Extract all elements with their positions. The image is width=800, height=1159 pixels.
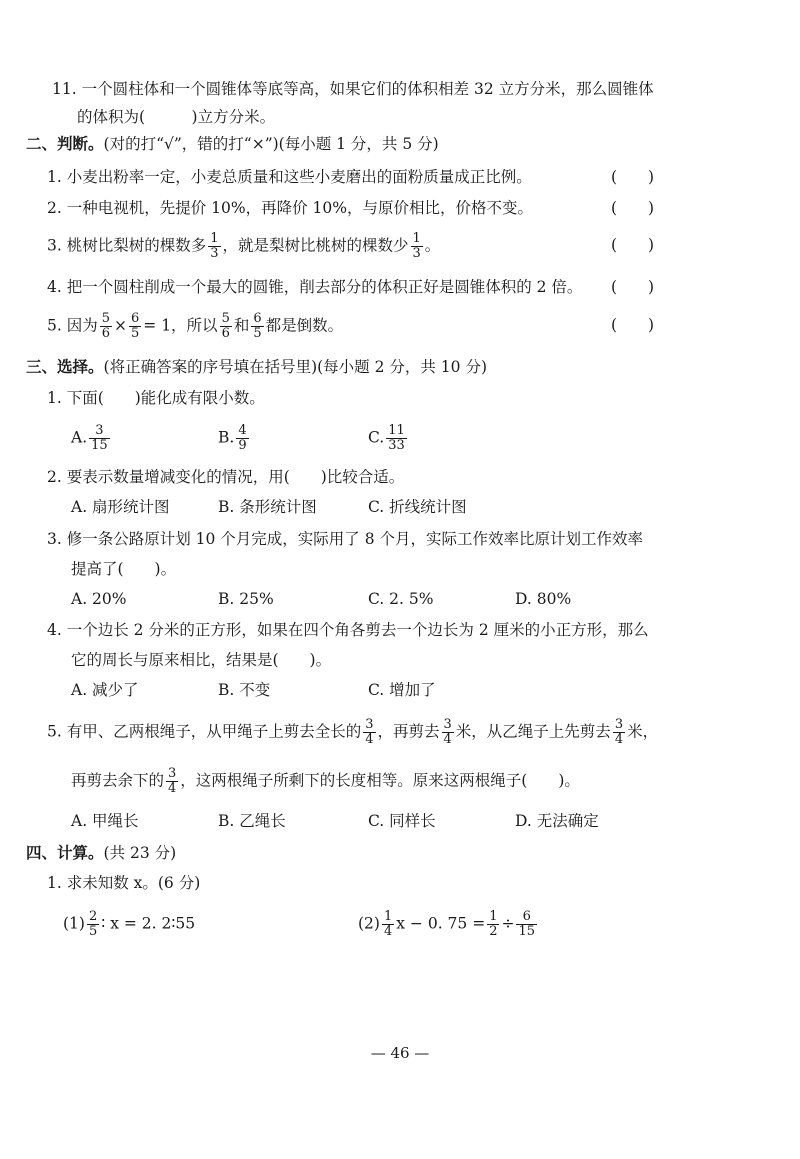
denominator: 15 (91, 438, 108, 453)
q11-line1: 11. 一个圆柱体和一个圆锥体等底等高，如果它们的体积相差 32 立方分米，那么圆锥体 (52, 80, 654, 98)
choice-q5-stem-line2 (71, 767, 580, 796)
numerator: 6 (131, 311, 140, 326)
equation-1 (63, 910, 195, 939)
q5-text-a: 5. 有甲、乙两根绳子，从甲绳子上剪去全长的 (47, 722, 362, 741)
denominator: 4 (614, 732, 624, 747)
fraction (89, 424, 110, 453)
choice-q2-option-b[interactable]: B. 条形统计图 (218, 498, 317, 516)
fraction (236, 424, 248, 453)
section-2-subtitle: (对的打“√”，错的打“×”)(每小题 1 分，共 5 分) (103, 135, 439, 153)
numerator: 1 (412, 231, 421, 246)
fraction (87, 910, 99, 939)
fraction (208, 232, 220, 261)
section-3-subtitle: (将正确答案的序号填在括号里)(每小题 2 分，共 10 分) (103, 358, 487, 376)
numerator: 6 (253, 311, 262, 326)
section-3-heading (26, 356, 487, 378)
divide-sign: ÷ (501, 914, 515, 933)
equation-2 (358, 910, 539, 939)
choice-q2-option-a[interactable]: A. 扇形统计图 (71, 498, 170, 516)
judge-answer-4[interactable]: ( ) (611, 278, 655, 296)
choice-q2-stem: 2. 要表示数量增减变化的情况，用( )比较合适。 (47, 468, 405, 486)
section-2-title: 二、判断。 (26, 135, 104, 153)
numerator: 1 (383, 909, 393, 924)
section-2-heading (26, 133, 439, 155)
numerator: 3 (443, 717, 452, 732)
choice-q2-option-c[interactable]: C. 折线统计图 (368, 498, 467, 516)
judge-item-2: 2. 一种电视机，先提价 10%，再降价 10%，与原价相比，价格不变。 (47, 199, 533, 217)
choice-q5-stem-line1 (47, 718, 658, 747)
choice-q1-option-a[interactable] (71, 424, 112, 453)
numerator: 1 (489, 909, 498, 924)
choice-q4-option-c[interactable]: C. 增加了 (368, 681, 436, 699)
fraction (516, 910, 537, 939)
fraction (129, 312, 141, 341)
numerator: 11 (388, 423, 405, 438)
denominator: 4 (383, 924, 393, 939)
q5-text-d: 米， (627, 722, 659, 741)
equation-number: (1) (63, 914, 85, 933)
judge-answer-3[interactable]: ( ) (611, 236, 655, 254)
denominator: 5 (131, 326, 140, 341)
equation-rest: ∶ x = 2. 2∶55 (101, 914, 196, 933)
section-4-subtitle: (共 23 分) (103, 844, 177, 862)
judge-item-3-text-c: 。 (424, 236, 441, 255)
judge-answer-1[interactable]: ( ) (611, 168, 655, 186)
numerator: 3 (614, 717, 624, 732)
calc-q1-stem: 1. 求未知数 x。(6 分) (47, 874, 201, 892)
option-letter: A. (71, 428, 88, 447)
judge-item-3-text-a: 3. 桃树比梨树的棵数多 (47, 236, 207, 255)
fraction (382, 910, 394, 939)
choice-q4-stem-line1: 4. 一个边长 2 分米的正方形，如果在四个角各剪去一个边长为 2 厘米的小正方形，那么 (47, 621, 649, 639)
choice-q3-stem-line2: 提高了( )。 (71, 560, 177, 578)
fraction (363, 718, 375, 747)
numerator: 6 (522, 909, 531, 924)
numerator: 3 (168, 766, 177, 781)
denominator: 4 (168, 781, 177, 796)
q11-line2: 的体积为( )立方分米。 (77, 108, 276, 126)
fraction (613, 718, 625, 747)
judge-item-5-text-c: 都是倒数。 (265, 316, 344, 335)
fraction (386, 424, 407, 453)
choice-q3-option-b[interactable]: B. 25% (218, 590, 274, 608)
denominator: 3 (412, 246, 421, 261)
choice-q3-option-c[interactable]: C. 2. 5% (368, 590, 434, 608)
page-number: — 46 — (370, 1044, 430, 1062)
choice-q3-stem-line1: 3. 修一条公路原计划 10 个月完成，实际用了 8 个月，实际工作效率比原计划工作效率 (47, 530, 644, 548)
numerator: 4 (238, 423, 247, 438)
numerator: 1 (210, 231, 219, 246)
denominator: 3 (210, 246, 219, 261)
judge-item-3-text-b: ，就是梨树比桃树的棵数少 (222, 236, 409, 255)
numerator: 3 (95, 423, 104, 438)
section-4-title: 四、计算。 (26, 844, 104, 862)
denominator: 5 (88, 924, 98, 939)
choice-q3-option-d[interactable]: D. 80% (515, 590, 572, 608)
denominator: 4 (365, 732, 374, 747)
fraction (251, 312, 263, 341)
choice-q1-stem: 1. 下面( )能化成有限小数。 (47, 389, 265, 407)
q5-text-f: ，这两根绳子所剩下的长度相等。原来这两根绳子( )。 (180, 771, 580, 790)
denominator: 6 (101, 326, 110, 341)
numerator: 3 (365, 717, 374, 732)
multiply-sign: × (114, 316, 127, 335)
denominator: 4 (443, 732, 452, 747)
fraction (411, 232, 423, 261)
and-word: 和 (233, 316, 250, 335)
denominator: 5 (253, 326, 262, 341)
denominator: 15 (518, 924, 536, 939)
choice-q5-option-b[interactable]: B. 乙绳长 (218, 812, 286, 830)
numerator: 2 (88, 909, 98, 924)
choice-q5-option-a[interactable]: A. 甲绳长 (71, 812, 139, 830)
q5-text-b: ，再剪去 (377, 722, 440, 741)
choice-q4-option-a[interactable]: A. 减少了 (71, 681, 139, 699)
denominator: 33 (388, 438, 405, 453)
denominator: 6 (221, 326, 230, 341)
fraction (442, 718, 454, 747)
choice-q1-option-c[interactable] (368, 424, 409, 453)
fraction (100, 312, 112, 341)
numerator: 5 (101, 311, 110, 326)
choice-q5-option-d[interactable]: D. 无法确定 (515, 812, 599, 830)
judge-answer-2[interactable]: ( ) (611, 199, 655, 217)
denominator: 9 (238, 438, 247, 453)
section-4-heading (26, 842, 176, 864)
section-3-title: 三、选择。 (26, 358, 104, 376)
q5-text-c: 米，从乙绳子上先剪去 (455, 722, 611, 741)
judge-item-5-text-a: 5. 因为 (47, 316, 98, 335)
choice-q3-option-a[interactable]: A. 20% (71, 590, 127, 608)
fraction (220, 312, 232, 341)
judge-item-3 (47, 232, 440, 261)
option-letter: C. (368, 428, 385, 447)
denominator: 2 (489, 924, 498, 939)
q5-text-e: 再剪去余下的 (71, 771, 165, 790)
judge-item-5 (47, 312, 343, 341)
equation-number: (2) (358, 914, 380, 933)
fraction (487, 910, 499, 939)
judge-item-1: 1. 小麦出粉率一定，小麦总质量和这些小麦磨出的面粉质量成正比例。 (47, 168, 532, 186)
option-letter: B. (218, 428, 235, 447)
choice-q1-option-b[interactable] (218, 424, 251, 453)
judge-answer-5[interactable]: ( ) (611, 316, 655, 334)
numerator: 5 (221, 311, 230, 326)
judge-item-5-text-b: = 1，所以 (143, 316, 218, 335)
choice-q4-option-b[interactable]: B. 不变 (218, 681, 271, 699)
equation-middle: x − 0. 75 = (396, 914, 486, 933)
fraction (166, 767, 178, 796)
judge-item-4: 4. 把一个圆柱削成一个最大的圆锥，削去部分的体积正好是圆锥体积的 2 倍。 (47, 278, 583, 296)
choice-q4-stem-line2: 它的周长与原来相比，结果是( )。 (71, 651, 332, 669)
choice-q5-option-c[interactable]: C. 同样长 (368, 812, 436, 830)
